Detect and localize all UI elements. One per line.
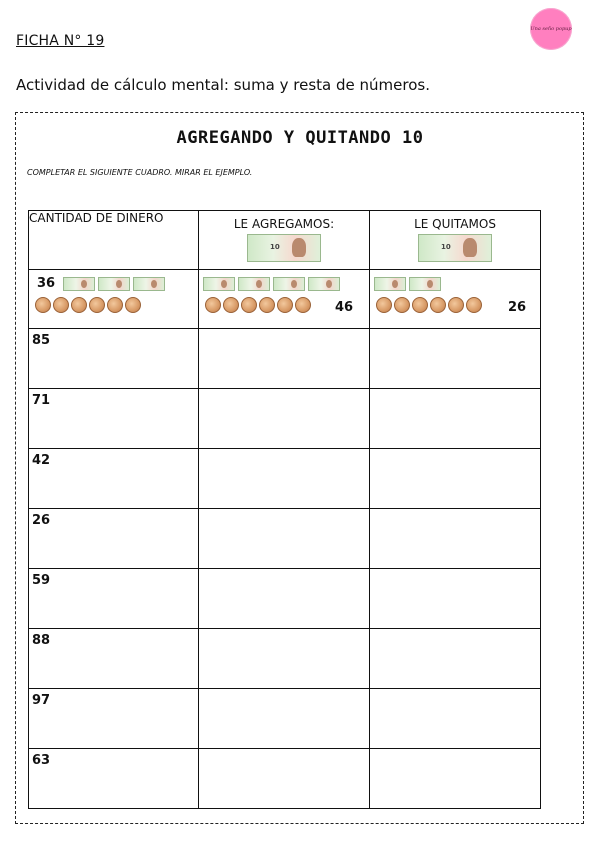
amount-value: 26 xyxy=(32,513,51,528)
amount-value: 85 xyxy=(32,333,51,348)
add-answer-cell[interactable] xyxy=(199,329,370,389)
subtract-answer-cell[interactable] xyxy=(370,329,541,389)
add-answer-cell[interactable] xyxy=(199,629,370,689)
subtract-answer-cell[interactable] xyxy=(370,389,541,449)
example-added-cell xyxy=(199,270,370,329)
ten-bill-icon xyxy=(418,234,492,262)
coin-icon xyxy=(205,297,221,313)
amount-cell xyxy=(29,329,199,389)
worksheet-number: FICHA N° 19 xyxy=(16,33,105,49)
amount-value: 42 xyxy=(32,453,51,468)
coin-icon xyxy=(376,297,392,313)
logo-text: Una seño popup xyxy=(530,26,572,32)
ten-bill-icon xyxy=(133,277,165,291)
amount-cell xyxy=(29,629,199,689)
ten-bill-icon xyxy=(374,277,406,291)
coin-icon xyxy=(241,297,257,313)
add-answer-cell[interactable] xyxy=(199,569,370,629)
coin-icon xyxy=(35,297,51,313)
amount-value: 88 xyxy=(32,633,51,648)
ten-bill-icon xyxy=(409,277,441,291)
coin-icon xyxy=(448,297,464,313)
amount-value: 63 xyxy=(32,753,51,768)
example-added-result: 46 xyxy=(335,300,354,315)
ten-bill-icon xyxy=(308,277,340,291)
amount-cell xyxy=(29,689,199,749)
coin-icon xyxy=(71,297,87,313)
header-agregamos-label: LE AGREGAMOS: xyxy=(233,217,335,231)
worksheet-title: AGREGANDO Y QUITANDO 10 xyxy=(176,128,424,148)
instruction-text: COMPLETAR EL SIGUIENTE CUADRO. MIRAR EL EJEMPLO. xyxy=(27,168,253,177)
subtract-answer-cell[interactable] xyxy=(370,629,541,689)
amount-cell xyxy=(29,449,199,509)
brand-logo xyxy=(530,8,572,50)
ten-bill-icon xyxy=(273,277,305,291)
ten-bill-icon xyxy=(247,234,321,262)
subtract-answer-cell[interactable] xyxy=(370,569,541,629)
example-start-bills xyxy=(63,277,165,291)
subtract-answer-cell[interactable] xyxy=(370,509,541,569)
add-answer-cell[interactable] xyxy=(199,689,370,749)
ten-bill-icon xyxy=(203,277,235,291)
example-removed-coins xyxy=(376,297,482,313)
amount-cell xyxy=(29,389,199,449)
subtract-answer-cell[interactable] xyxy=(370,449,541,509)
coin-icon xyxy=(259,297,275,313)
coin-icon xyxy=(125,297,141,313)
exercise-row xyxy=(29,449,541,509)
amount-value: 71 xyxy=(32,393,51,408)
coin-icon xyxy=(277,297,293,313)
example-start-cell xyxy=(29,270,199,329)
ten-bill-icon xyxy=(238,277,270,291)
exercise-row xyxy=(29,689,541,749)
exercise-row xyxy=(29,329,541,389)
header-cantidad: CANTIDAD DE DINERO xyxy=(29,211,199,270)
ten-bill-icon xyxy=(63,277,95,291)
ten-bill-icon xyxy=(98,277,130,291)
exercise-row xyxy=(29,629,541,689)
example-removed-result: 26 xyxy=(508,300,527,315)
coin-icon xyxy=(430,297,446,313)
amount-cell xyxy=(29,509,199,569)
exercise-row xyxy=(29,509,541,569)
header-agregamos xyxy=(199,211,370,270)
add-answer-cell[interactable] xyxy=(199,509,370,569)
example-added-coins xyxy=(205,297,311,313)
coin-icon xyxy=(223,297,239,313)
amount-cell xyxy=(29,749,199,809)
exercise-row xyxy=(29,569,541,629)
example-start-value: 36 xyxy=(37,276,56,291)
amount-cell xyxy=(29,569,199,629)
coin-icon xyxy=(89,297,105,313)
add-answer-cell[interactable] xyxy=(199,449,370,509)
exercise-row xyxy=(29,389,541,449)
amount-value: 97 xyxy=(32,693,51,708)
coin-icon xyxy=(466,297,482,313)
add-answer-cell[interactable] xyxy=(199,389,370,449)
header-row xyxy=(29,211,541,270)
coin-icon xyxy=(107,297,123,313)
header-quitamos xyxy=(370,211,541,270)
bill-portrait-icon xyxy=(292,238,306,257)
exercise-row xyxy=(29,749,541,809)
subtract-answer-cell[interactable] xyxy=(370,689,541,749)
coin-icon xyxy=(53,297,69,313)
coin-icon xyxy=(412,297,428,313)
example-removed-bills xyxy=(374,277,441,291)
bill-value: 10 xyxy=(270,243,280,251)
bill-value: 10 xyxy=(441,243,451,251)
subtract-answer-cell[interactable] xyxy=(370,749,541,809)
activity-subtitle: Actividad de cálculo mental: suma y resta de números. xyxy=(16,76,430,94)
example-row xyxy=(29,270,541,329)
example-start-coins xyxy=(35,297,141,313)
money-table xyxy=(28,210,541,809)
header-quitamos-label: LE QUITAMOS xyxy=(414,217,496,231)
amount-value: 59 xyxy=(32,573,51,588)
coin-icon xyxy=(394,297,410,313)
coin-icon xyxy=(295,297,311,313)
bill-portrait-icon xyxy=(463,238,477,257)
add-answer-cell[interactable] xyxy=(199,749,370,809)
example-added-bills xyxy=(203,277,340,291)
example-removed-cell xyxy=(370,270,541,329)
